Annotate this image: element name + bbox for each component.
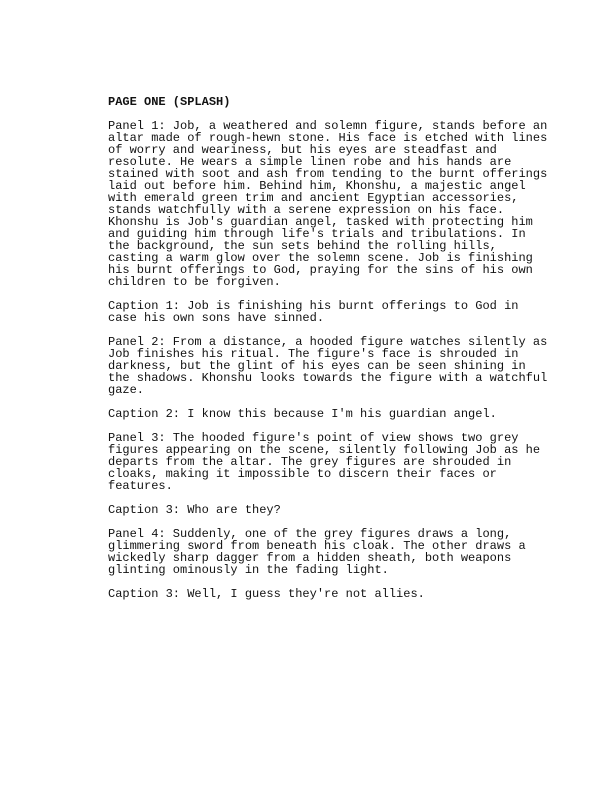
text-line: glinting ominously in the fading light. (108, 563, 389, 577)
text-line: Caption 3: Well, I guess they're not allies. (108, 587, 425, 601)
text-line: Panel 3: The hooded figure's point of view shows two grey (108, 431, 519, 445)
text-line: Caption 1: Job is finishing his burnt offerings to God in (108, 299, 519, 313)
caption-1 (108, 300, 540, 324)
caption-2 (108, 408, 540, 420)
text-line: Panel 2: From a distance, a hooded figure watches silently as (108, 335, 548, 349)
text-line: children to be forgiven. (108, 275, 281, 289)
script-page (108, 95, 548, 612)
text-line: the background, the sun sets behind the rolling hills, (108, 239, 497, 253)
text-line: casting a warm glow over the solemn scene. Job is finishing (108, 251, 533, 265)
text-line: his burnt offerings to God, praying for the sins of his own (108, 263, 533, 277)
text-line: Panel 1: Job, a weathered and solemn figure, stands before an (108, 119, 548, 133)
text-line: stained with soot and ash from tending to the burnt offerings (108, 167, 548, 181)
text-line: wickedly sharp dagger from a hidden sheath, both weapons (108, 551, 512, 565)
text-line: with emerald green trim and ancient Egyptian accessories, (108, 191, 519, 205)
text-line: the shadows. Khonshu looks towards the figure with a watchful (108, 371, 548, 385)
text-line: Caption 2: I know this because I'm his guardian angel. (108, 407, 497, 421)
text-line: Job finishes his ritual. The figure's face is shrouded in (108, 347, 519, 361)
text-line: altar made of rough-hewn stone. His face is etched with lines (108, 131, 548, 145)
panel-3-description (108, 432, 540, 492)
text-line: figures appearing on the scene, silently following Job as he (108, 443, 541, 457)
text-line: laid out before him. Behind him, Khonshu, a majestic angel (108, 179, 526, 193)
text-line: Khonshu is Job's guardian angel, tasked with protecting him (108, 215, 533, 229)
text-line: Panel 4: Suddenly, one of the grey figures draws a long, (108, 527, 512, 541)
text-line: glimmering sword from beneath his cloak. The other draws a (108, 539, 526, 553)
page-heading: PAGE ONE (SPLASH) (108, 95, 231, 109)
text-line: case his own sons have sinned. (108, 311, 325, 325)
caption-3 (108, 504, 540, 516)
text-line: stands watchfully with a serene expression on his face. (108, 203, 505, 217)
text-line: resolute. He wears a simple linen robe and his hands are (108, 155, 512, 169)
panel-2-description (108, 335, 548, 397)
panel-1-description (108, 119, 548, 289)
text-line: gaze. (108, 383, 145, 397)
text-line: cloaks, making it impossible to discern their faces or (108, 467, 497, 481)
text-line: darkness, but the glint of his eyes can be seen shining in (108, 359, 526, 373)
text-line: features. (108, 479, 173, 493)
panel-4-description (108, 528, 540, 576)
text-line: departs from the altar. The grey figures are shrouded in (108, 455, 512, 469)
text-line: and guiding him through life's trials and tribulations. In (108, 227, 526, 241)
text-line: of worry and weariness, but his eyes are steadfast and (108, 143, 497, 157)
text-line: Caption 3: Who are they? (108, 503, 281, 517)
caption-4 (108, 588, 540, 600)
